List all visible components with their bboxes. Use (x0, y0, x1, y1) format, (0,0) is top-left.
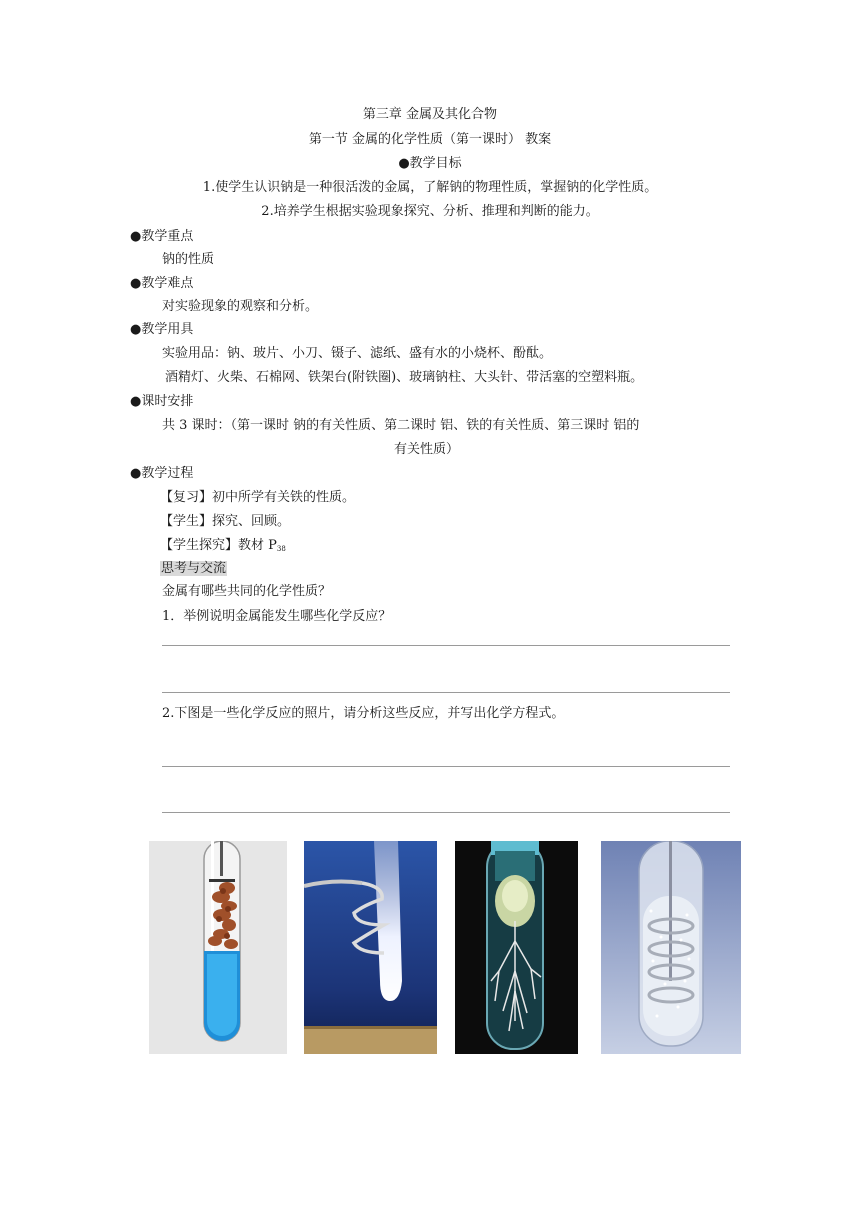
review-line: 【复习】初中所学有关铁的性质。 (160, 490, 356, 505)
chapter-title: 第三章 金属及其化合物 (362, 107, 498, 122)
schedule-heading: ●课时安排 (130, 394, 194, 409)
goals-heading: ●教学目标 (398, 156, 462, 171)
question-2: 2.下图是一些化学反应的照片，请分析这些反应，并写出化学方程式。 (162, 706, 565, 721)
student-line: 【学生】探究、回顾。 (160, 514, 291, 529)
key-points-text: 钠的性质 (162, 252, 215, 267)
answer-line-1 (162, 645, 730, 646)
silver-crystal-tube-photo (455, 841, 578, 1054)
schedule-line-1: 共 3 课时：（第一课时 钠的有关性质、第二课时 铝、铁的有关性质、第三课时 铝的 (162, 418, 640, 433)
process-heading: ●教学过程 (130, 466, 194, 481)
explore-text: 【学生探究】教材 P (160, 538, 277, 553)
question-1: 1．举例说明金属能发生哪些化学反应？ (162, 609, 392, 624)
copper-tree-in-blue-solution-photo (149, 841, 287, 1054)
difficulty-text: 对实验现象的观察和分析。 (162, 299, 319, 314)
tools-line-1: 实验用品：钠、玻片、小刀、镊子、滤纸、盛有水的小烧杯、酚酞。 (162, 346, 553, 361)
tools-heading: ●教学用具 (130, 322, 194, 337)
think-exchange-box (160, 559, 227, 579)
key-points-heading: ●教学重点 (130, 229, 194, 244)
tools-line-2: 酒精灯、火柴、石棉网、铁架台(附铁圈)、玻璃钠柱、大头针、带活塞的空塑料瓶。 (165, 370, 644, 385)
page-number-subscript: 38 (276, 545, 286, 553)
question-intro: 金属有哪些共同的化学性质？ (162, 584, 332, 599)
section-title: 第一节 金属的化学性质（第一课时） 教案 (308, 132, 552, 147)
answer-line-2 (162, 692, 730, 693)
explore-line (160, 536, 286, 559)
schedule-line-2: 有关性质） (394, 442, 460, 457)
answer-line-3 (162, 766, 730, 767)
gas-bubbles-coil-tube-photo (601, 841, 741, 1054)
answer-line-4 (162, 812, 730, 813)
goal-1: 1.使学生认识钠是一种很活泼的金属，了解钠的物理性质，掌握钠的化学性质。 (202, 180, 658, 195)
difficulty-heading: ●教学难点 (130, 276, 194, 291)
burning-wire-flame-photo (304, 841, 437, 1054)
goal-2: 2.培养学生根据实验现象探究、分析、推理和判断的能力。 (261, 204, 599, 219)
think-exchange-label: 思考与交流 (161, 561, 227, 576)
